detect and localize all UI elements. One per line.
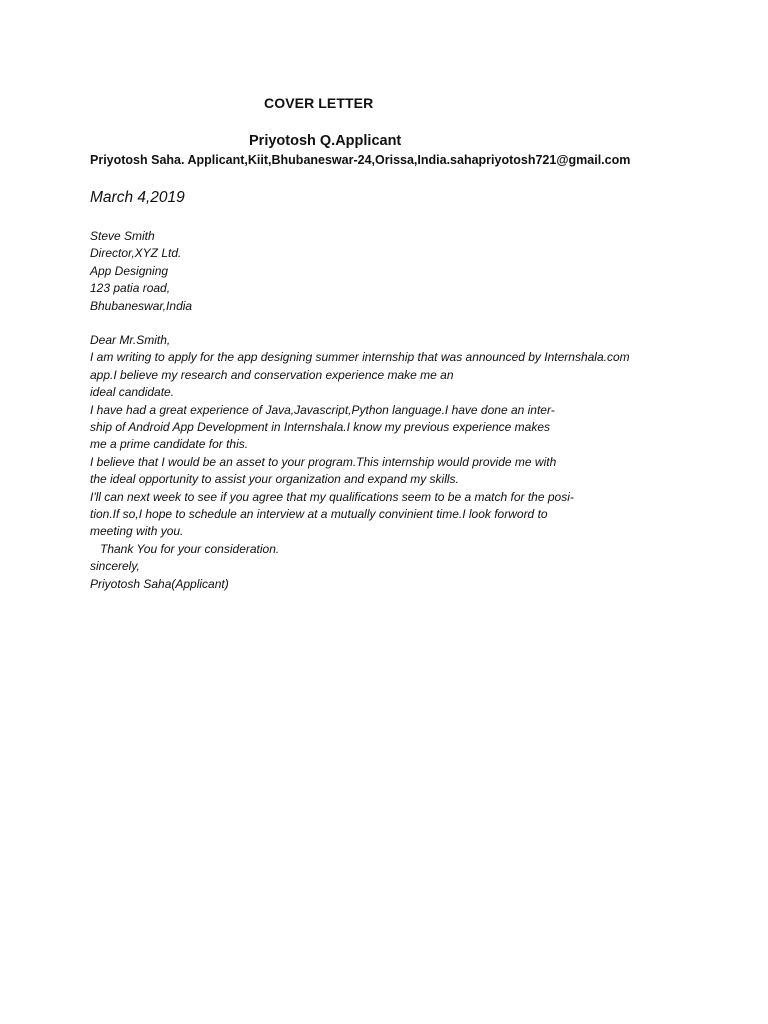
body-line: app.I believe my research and conservation experience make me an — [90, 367, 454, 382]
recipient-department: App Designing — [90, 263, 169, 278]
body-line: I have had a great experience of Java,Javascript,Python language.I have done an inter- — [90, 402, 555, 417]
body-line: I am writing to apply for the app designing summer internship that was announced by Internshala.com — [90, 350, 630, 365]
body-line: the ideal opportunity to assist your organization and expand my skills. — [90, 472, 459, 487]
letter-date: March 4,2019 — [90, 189, 185, 206]
body-line: ship of Android App Development in Internshala.I know my previous experience makes — [90, 420, 551, 435]
salutation: Dear Mr.Smith, — [90, 333, 171, 347]
recipient-address — [90, 228, 192, 315]
closing: sincerely, — [90, 559, 140, 574]
letter-body — [90, 332, 630, 593]
recipient-street: 123 patia road, — [90, 281, 171, 296]
applicant-name: Priyotosh Q.Applicant — [249, 133, 402, 149]
signature: Priyotosh Saha(Applicant) — [90, 576, 229, 591]
body-line: tion.If so,I hope to schedule an interview at a mutually convinient time.I look forword to — [90, 507, 548, 522]
body-line: meeting with you. — [90, 524, 184, 539]
document-title: COVER LETTER — [264, 95, 374, 111]
body-line: ideal candidate. — [90, 385, 175, 400]
body-line: I believe that I would be an asset to your program.This internship would provide me with — [90, 454, 557, 469]
contact-line: Priyotosh Saha. Applicant,Kiit,Bhubaneswar-24,Orissa,India.sahapriyotosh721@gmail.com — [90, 153, 631, 167]
recipient-title: Director,XYZ Ltd. — [90, 246, 182, 261]
body-line: I'll can next week to see if you agree that my qualifications seem to be a match for the posi- — [90, 489, 574, 504]
thanks-line: Thank You for your consideration. — [100, 541, 280, 556]
body-line: me a prime candidate for this. — [90, 437, 249, 452]
recipient-name: Steve Smith — [90, 229, 155, 243]
recipient-city: Bhubaneswar,India — [90, 298, 193, 313]
